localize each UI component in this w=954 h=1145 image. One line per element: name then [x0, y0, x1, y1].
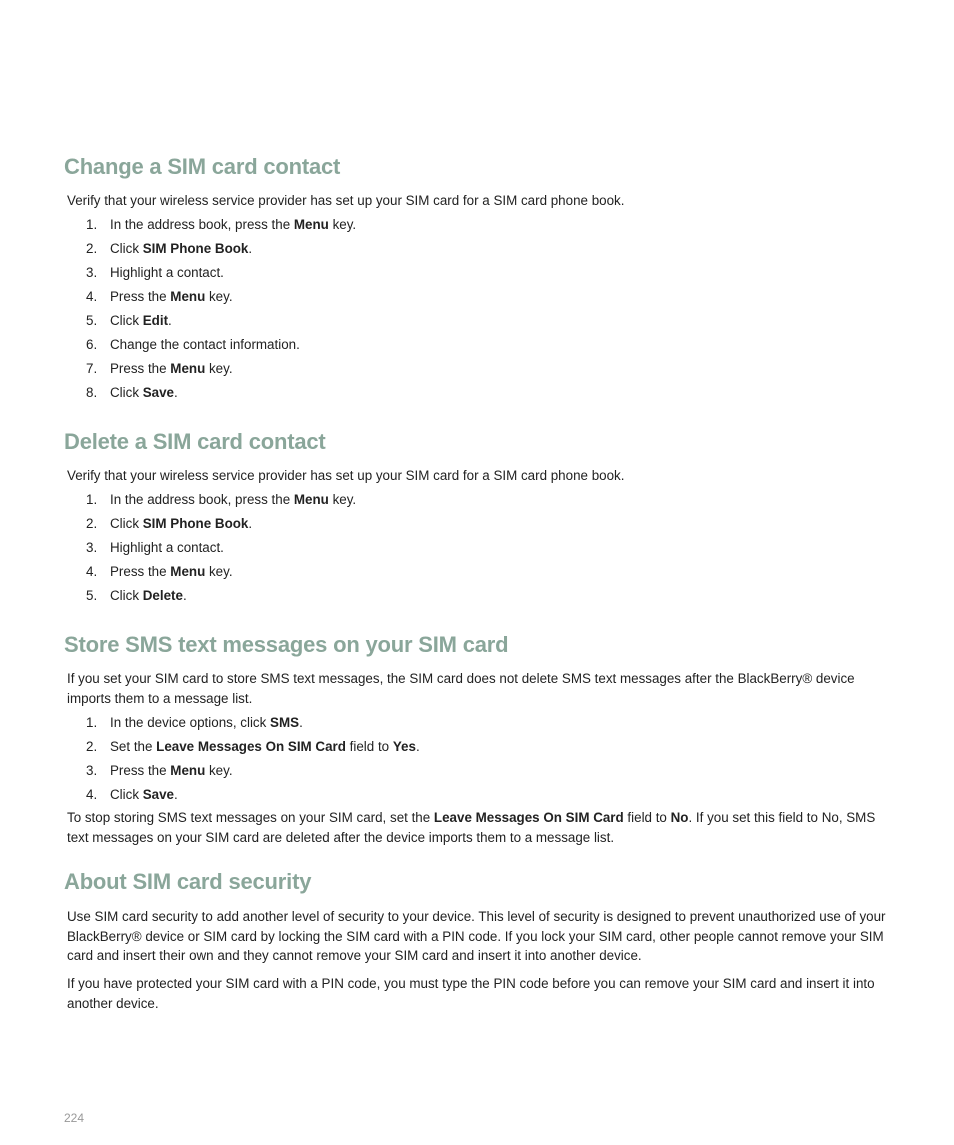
- bold-term: SMS: [270, 715, 300, 730]
- text-run: .: [248, 516, 253, 531]
- bold-term: Menu: [170, 763, 206, 778]
- text-run: key.: [205, 289, 233, 304]
- step-number: 5.: [86, 313, 98, 328]
- bold-term: Menu: [170, 289, 206, 304]
- bold-term: No: [670, 810, 689, 825]
- text-run: In the address book, press the: [110, 492, 294, 507]
- bold-term: SIM Phone Book: [142, 516, 249, 531]
- step-item: [0, 311, 954, 335]
- step-text: [110, 514, 252, 534]
- step-number: 1.: [86, 715, 98, 730]
- section-intro: Verify that your wireless service provider has set up your SIM card for a SIM card phone book.: [67, 193, 625, 208]
- step-text: [110, 383, 178, 403]
- step-item: [0, 538, 954, 562]
- steps-list: [0, 215, 954, 407]
- step-item: [0, 359, 954, 383]
- text-run: .: [415, 739, 420, 754]
- step-text: [110, 239, 252, 259]
- section-intro: Verify that your wireless service provider has set up your SIM card for a SIM card phone book.: [67, 468, 625, 483]
- text-run: .: [168, 313, 172, 328]
- step-text: [110, 562, 233, 582]
- step-item: [0, 263, 954, 287]
- text-run: .: [182, 588, 187, 603]
- text-run: field to: [345, 739, 393, 754]
- bold-term: Save: [142, 385, 175, 400]
- step-number: 4.: [86, 787, 98, 802]
- text-run: Click: [110, 241, 143, 256]
- step-number: 4.: [86, 289, 98, 304]
- bold-term: Menu: [293, 492, 329, 507]
- bold-term: SIM Phone Book: [142, 241, 249, 256]
- step-number: 3.: [86, 540, 98, 555]
- step-text: [110, 761, 233, 781]
- section-paragraph: If you have protected your SIM card with a PIN code, you must type the PIN code before you can remove your SIM card and insert it into another device.: [67, 976, 875, 1011]
- text-run: . If you set this field to No, SMS text messages on your SIM card are deleted after the device imports them to a message list.: [67, 810, 876, 845]
- step-number: 7.: [86, 361, 98, 376]
- step-text: [110, 287, 233, 307]
- step-item: [0, 335, 954, 359]
- step-text: [110, 335, 300, 355]
- text-run: .: [174, 787, 178, 802]
- text-run: In the device options, click: [110, 715, 271, 730]
- step-number: 8.: [86, 385, 98, 400]
- text-run: Press the: [110, 361, 171, 376]
- text-run: field to: [623, 810, 671, 825]
- step-text: [110, 311, 172, 331]
- bold-term: Menu: [170, 564, 206, 579]
- section-heading: About SIM card security: [64, 869, 312, 894]
- step-item: [0, 586, 954, 610]
- text-run: Click: [110, 787, 143, 802]
- steps-list: [0, 713, 954, 809]
- step-item: [0, 737, 954, 761]
- step-number: 1.: [86, 217, 98, 232]
- step-number: 1.: [86, 492, 98, 507]
- step-item: [0, 761, 954, 785]
- step-item: [0, 713, 954, 737]
- bold-term: Delete: [142, 588, 183, 603]
- text-run: Highlight a contact.: [110, 265, 224, 280]
- step-text: [110, 215, 356, 235]
- text-run: In the address book, press the: [110, 217, 294, 232]
- step-number: 3.: [86, 265, 98, 280]
- text-run: .: [299, 715, 303, 730]
- text-run: Press the: [110, 564, 171, 579]
- step-item: [0, 239, 954, 263]
- section-outro: [67, 808, 895, 847]
- bold-term: Leave Messages On SIM Card: [156, 739, 346, 754]
- section-intro: If you set your SIM card to store SMS text messages, the SIM card does not delete SMS text messages after the BlackBerry® device imports them to a message list.: [67, 671, 855, 706]
- text-run: Click: [110, 385, 143, 400]
- section-heading: Change a SIM card contact: [64, 154, 341, 179]
- step-text: [110, 538, 224, 558]
- page-number: 224: [64, 1111, 85, 1125]
- step-item: [0, 785, 954, 809]
- bold-term: Menu: [170, 361, 206, 376]
- section-paragraph: Use SIM card security to add another level of security to your device. This level of security is designed to prevent unauthorized use of your BlackBerry® device or SIM card by locking the SIM card with a PIN code. If you lock your SIM card, other people cannot remove your SIM card and insert their own and they cannot remove your SIM card and insert it into another device.: [67, 909, 886, 963]
- text-run: key.: [328, 217, 357, 232]
- step-item: [0, 514, 954, 538]
- step-text: [110, 359, 233, 379]
- step-text: [110, 713, 303, 733]
- step-item: [0, 490, 954, 514]
- text-run: Highlight a contact.: [110, 540, 224, 555]
- step-number: 6.: [86, 337, 98, 352]
- step-number: 2.: [86, 241, 98, 256]
- step-item: [0, 215, 954, 239]
- step-text: [110, 737, 420, 757]
- text-run: Set the: [110, 739, 157, 754]
- section-heading: Delete a SIM card contact: [64, 429, 326, 454]
- step-number: 2.: [86, 739, 98, 754]
- step-item: [0, 562, 954, 586]
- section-heading: Store SMS text messages on your SIM card: [64, 632, 509, 657]
- step-text: [110, 586, 187, 606]
- text-run: key.: [205, 763, 233, 778]
- step-item: [0, 287, 954, 311]
- step-item: [0, 383, 954, 407]
- step-number: 5.: [86, 588, 98, 603]
- step-number: 2.: [86, 516, 98, 531]
- step-number: 3.: [86, 763, 98, 778]
- step-text: [110, 263, 224, 283]
- bold-term: Menu: [293, 217, 329, 232]
- bold-term: Yes: [392, 739, 416, 754]
- text-run: key.: [205, 564, 233, 579]
- text-run: Press the: [110, 289, 171, 304]
- text-run: .: [248, 241, 253, 256]
- step-text: [110, 490, 356, 510]
- text-run: Change the contact information.: [110, 337, 300, 352]
- step-text: [110, 785, 178, 805]
- text-run: Click: [110, 588, 143, 603]
- steps-list: [0, 490, 954, 610]
- text-run: To stop storing SMS text messages on your SIM card, set the: [67, 810, 434, 825]
- bold-term: Leave Messages On SIM Card: [433, 810, 624, 825]
- text-run: Press the: [110, 763, 171, 778]
- text-run: Click: [110, 313, 143, 328]
- step-number: 4.: [86, 564, 98, 579]
- text-run: Click: [110, 516, 143, 531]
- bold-term: Edit: [142, 313, 169, 328]
- text-run: key.: [328, 492, 357, 507]
- text-run: .: [174, 385, 178, 400]
- text-run: key.: [205, 361, 233, 376]
- bold-term: Save: [142, 787, 175, 802]
